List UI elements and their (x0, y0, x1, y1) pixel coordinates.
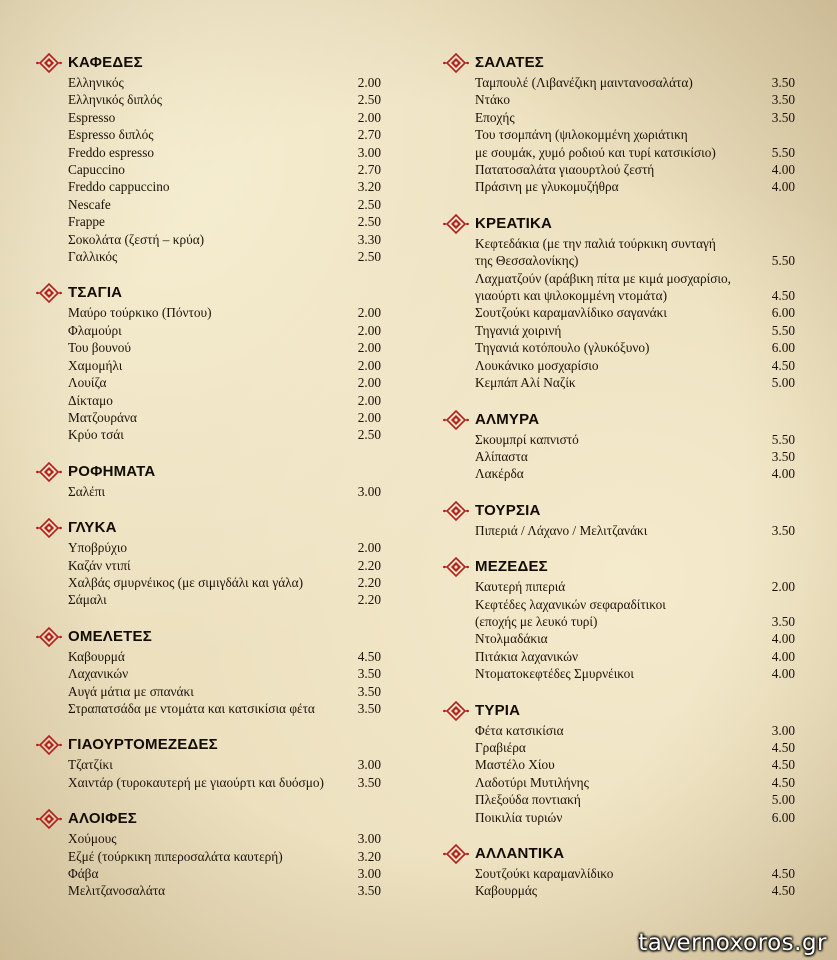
menu-item-name: Του βουνού (68, 340, 132, 356)
menu-item-price: 2.00 (357, 375, 381, 391)
menu-item-price: 3.50 (357, 883, 381, 899)
diamond-ornament-icon (36, 809, 62, 829)
menu-item (68, 830, 381, 847)
menu-item (475, 882, 795, 899)
menu-item (475, 648, 795, 665)
menu-item (68, 322, 381, 339)
menu-item (475, 774, 795, 791)
menu-item (68, 882, 381, 899)
menu-section (443, 843, 795, 900)
menu-item-price: 2.00 (357, 109, 381, 125)
menu-item (68, 774, 381, 791)
menu-item-name: Χαιντάρ (τυροκαυτερή με γιαούρτι και δυόσμο) (68, 774, 324, 790)
menu-item-price: 3.00 (357, 483, 381, 499)
menu-item (68, 374, 381, 391)
menu-item-price: 3.50 (357, 683, 381, 699)
menu-item-name: Λαχματζούν (αράβικη πίτα με κιμά μοσχαρίσιο, (475, 270, 731, 286)
menu-item-price: 5.00 (771, 792, 795, 808)
menu-item-name: Κεφτέδες λαχανικών σεφαραδίτικοι (475, 596, 666, 612)
menu-item-price: 5.50 (771, 431, 795, 447)
menu-item (68, 161, 381, 178)
section-title: ΜΕΖΕΔΕΣ (475, 558, 548, 576)
menu-item-price: 4.00 (771, 648, 795, 664)
menu-item-price: 3.50 (771, 613, 795, 629)
menu-item-name: Ντολμαδάκια (475, 631, 548, 647)
menu-item-price: 4.00 (771, 631, 795, 647)
menu-item-price: 2.00 (357, 75, 381, 90)
menu-item (68, 539, 381, 556)
menu-item-price: 3.20 (357, 848, 381, 864)
menu-item-price: 2.50 (357, 196, 381, 212)
section-title: ΚΡΕΑΤΙΚΑ (475, 214, 553, 232)
menu-item-name: γιαούρτι και ψιλοκομμένη ντομάτα) (475, 288, 668, 304)
menu-item-name: Υποβρύχιο (68, 540, 128, 556)
menu-column-left (36, 52, 381, 917)
menu-item-price: 2.50 (357, 214, 381, 230)
section-header (443, 409, 795, 431)
section-header (36, 734, 381, 756)
menu-item-name: Κεμπάπ Αλί Ναζίκ (475, 375, 576, 391)
menu-item (475, 791, 795, 808)
site-watermark[interactable]: tavernoxoros.gr (638, 930, 827, 956)
menu-item-name: Πατατοσαλάτα γιαουρτλού ζεστή (475, 162, 655, 178)
section-title: ΣΑΛΑΤΕΣ (475, 54, 544, 71)
menu-item-price: 4.50 (771, 774, 795, 790)
menu-item-name: Ταμπουλέ (Λιβανέζικη μαιντανοσαλάτα) (475, 75, 693, 90)
menu-item-name: Σάμαλι (68, 592, 107, 608)
menu-item-name: Κεφτεδάκια (με την παλιά τούρκικη συνταγή (475, 235, 716, 251)
menu-item (475, 270, 795, 287)
menu-item (68, 178, 381, 195)
menu-item-price: 6.00 (771, 340, 795, 356)
menu-section (36, 517, 381, 609)
menu-section (36, 734, 381, 791)
menu-item-list (443, 865, 795, 900)
menu-item (68, 196, 381, 213)
menu-item (68, 557, 381, 574)
menu-item-price: 3.50 (357, 666, 381, 682)
menu-item (475, 722, 795, 739)
menu-item-price: 4.50 (771, 357, 795, 373)
menu-item-price: 4.50 (771, 883, 795, 899)
menu-item-name: Freddo espresso (68, 144, 155, 160)
menu-item (68, 231, 381, 248)
menu-item-price: 3.50 (771, 75, 795, 90)
menu-item-list (443, 578, 795, 682)
menu-item (68, 483, 381, 500)
menu-item (475, 109, 795, 126)
menu-item-price: 2.00 (357, 392, 381, 408)
menu-item (68, 683, 381, 700)
menu-item-list (36, 648, 381, 718)
menu-item-name: Κρύο τσάι (68, 427, 124, 443)
diamond-ornament-icon (443, 53, 469, 73)
diamond-ornament-icon (443, 844, 469, 864)
menu-item-name: Πλεξούδα ποντιακή (475, 792, 581, 808)
menu-item-name: Χαλβάς σμυρνέικος (με σιμιγδάλι και γάλα) (68, 574, 304, 590)
menu-item (475, 596, 795, 613)
menu-item-list (443, 74, 795, 196)
menu-item-price: 4.50 (771, 739, 795, 755)
diamond-ornament-icon (36, 518, 62, 538)
section-title: ΤΣΑΓΙΑ (68, 284, 123, 302)
menu-item-price: 3.50 (771, 522, 795, 538)
menu-section (36, 282, 381, 443)
diamond-ornament-icon (36, 283, 62, 303)
menu-item (475, 178, 795, 195)
menu-item-name: Ποικιλία τυριών (475, 809, 563, 825)
menu-item-name: Καβουρμάς (475, 883, 538, 899)
menu-item-name: Σοκολάτα (ζεστή – κρύα) (68, 231, 205, 247)
menu-item (68, 74, 381, 91)
menu-item-price: 3.50 (771, 109, 795, 125)
menu-item-price: 5.50 (771, 253, 795, 269)
menu-item-price: 2.50 (357, 249, 381, 265)
menu-item-name: Λουίζα (68, 375, 107, 391)
menu-item-name: Καζάν ντιπί (68, 557, 131, 573)
menu-item-list (443, 722, 795, 826)
menu-item-name: Μαύρο τούρκικο (Πόντου) (68, 305, 212, 321)
section-header (36, 282, 381, 304)
menu-item-name: Καβουρμά (68, 648, 125, 664)
menu-section (443, 213, 795, 392)
menu-item-price: 3.50 (771, 92, 795, 108)
menu-item-name: Χαμομήλι (68, 357, 123, 373)
menu-item (68, 665, 381, 682)
menu-item (68, 357, 381, 374)
menu-item (68, 304, 381, 321)
menu-item-price: 4.00 (771, 162, 795, 178)
diamond-ornament-icon (443, 557, 469, 577)
menu-item-list (36, 830, 381, 900)
menu-item (68, 392, 381, 409)
menu-item-price: 2.00 (357, 340, 381, 356)
diamond-ornament-icon (443, 214, 469, 234)
section-header (36, 461, 381, 483)
menu-item-name: Του τσομπάνη (ψιλοκομμένη χωριάτικη (475, 127, 688, 143)
menu-section (443, 556, 795, 682)
menu-item-name: Espresso διπλός (68, 127, 154, 143)
menu-item-name: Αλίπαστα (475, 448, 528, 464)
section-header (36, 517, 381, 539)
menu-item-name: Τηγανιά κοτόπουλο (γλυκόξυνο) (475, 340, 650, 356)
menu-item-name: Τζατζίκι (68, 757, 113, 773)
menu-item (475, 578, 795, 595)
menu-section (443, 500, 795, 539)
menu-item-price: 4.50 (771, 288, 795, 304)
diamond-ornament-icon (36, 627, 62, 647)
section-title: ΓΙΑΟΥΡΤΟΜΕΖΕΔΕΣ (68, 736, 218, 754)
menu-item-list (443, 431, 795, 483)
menu-item-name: Μελιτζανοσαλάτα (68, 883, 166, 899)
menu-item-price: 4.50 (771, 866, 795, 881)
section-title: ΑΛΛΑΝΤΙΚΑ (475, 845, 565, 862)
menu-item-name: Nescafe (68, 196, 111, 212)
menu-item (68, 574, 381, 591)
menu-item (475, 304, 795, 321)
menu-item (475, 465, 795, 482)
menu-item (475, 374, 795, 391)
menu-item-price: 2.20 (357, 592, 381, 608)
menu-item-price: 3.50 (357, 700, 381, 716)
menu-item-price: 3.00 (771, 722, 795, 738)
menu-item (68, 213, 381, 230)
menu-item-price: 2.00 (357, 305, 381, 321)
menu-item-price: 4.00 (771, 179, 795, 195)
menu-item-price: 3.00 (357, 831, 381, 847)
menu-item (68, 248, 381, 265)
menu-section (36, 52, 381, 265)
menu-item-price: 5.00 (771, 375, 795, 391)
menu-column-right (443, 52, 795, 917)
menu-item-name: Γραβιέρα (475, 739, 526, 755)
menu-item-name: Δίκταμο (68, 392, 113, 408)
menu-item-name: Λαχανικών (68, 666, 129, 682)
menu-item (475, 161, 795, 178)
menu-item-price: 2.20 (357, 574, 381, 590)
menu-item (475, 865, 795, 882)
menu-item (475, 287, 795, 304)
menu-item-name: Σκουμπρί καπνιστό (475, 431, 579, 447)
menu-item-name: Πράσινη με γλυκομυζήθρα (475, 179, 619, 195)
menu-item-price: 3.20 (357, 179, 381, 195)
menu-item-name: Φέτα κατσικίσια (475, 722, 564, 738)
menu-item-name: Στραπατσάδα με ντομάτα και κατσικίσια φέτα (68, 700, 315, 716)
menu-item-list (36, 74, 381, 265)
menu-item-name: (εποχής με λευκό τυρί) (475, 613, 598, 629)
menu-item-name: Μαστέλο Χίου (475, 757, 555, 773)
menu-item-list (36, 756, 381, 791)
menu-item (475, 126, 795, 143)
menu-item (475, 756, 795, 773)
menu-item-name: Ελληνικός διπλός (68, 92, 163, 108)
menu-item-name: Ελληνικός (68, 75, 124, 90)
menu-item (475, 665, 795, 682)
menu-item-price: 5.50 (771, 322, 795, 338)
menu-item-list (443, 522, 795, 539)
menu-item (475, 357, 795, 374)
menu-item-price: 2.50 (357, 92, 381, 108)
section-title: ΚΑΦΕΔΕΣ (68, 54, 143, 71)
menu-item-price: 3.50 (771, 448, 795, 464)
menu-item-name: Λακέρδα (475, 466, 524, 482)
menu-item-name: Σαλέπι (68, 483, 106, 499)
menu-section (36, 626, 381, 718)
menu-item-list (36, 539, 381, 609)
menu-item-price: 2.00 (771, 579, 795, 595)
menu-item-price: 4.50 (357, 648, 381, 664)
menu-item (475, 235, 795, 252)
menu-item-name: της Θεσσαλονίκης) (475, 253, 579, 269)
menu-item (68, 648, 381, 665)
menu-item-price: 4.50 (771, 757, 795, 773)
menu-item-name: Espresso (68, 109, 116, 125)
menu-item-name: Frappe (68, 214, 105, 230)
section-header (443, 52, 795, 74)
diamond-ornament-icon (443, 410, 469, 430)
menu-item-name: Εζμέ (τούρκικη πιπεροσαλάτα καυτερή) (68, 848, 283, 864)
menu-item (475, 74, 795, 91)
menu-item (475, 431, 795, 448)
menu-item (68, 700, 381, 717)
menu-item-name: Σουτζούκι καραμανλίδικο σαγανάκι (475, 305, 667, 321)
menu-item (475, 322, 795, 339)
menu-item-price: 3.30 (357, 231, 381, 247)
menu-item-price: 6.00 (771, 305, 795, 321)
menu-item-price: 2.00 (357, 540, 381, 556)
menu-item (68, 865, 381, 882)
diamond-ornament-icon (443, 701, 469, 721)
menu-item-list (36, 304, 381, 443)
menu-item-price: 3.50 (357, 774, 381, 790)
menu-item (475, 809, 795, 826)
menu-item (475, 339, 795, 356)
menu-item (475, 522, 795, 539)
menu-item (68, 848, 381, 865)
menu-section (443, 52, 795, 196)
menu-item-list (443, 235, 795, 392)
menu-item (68, 339, 381, 356)
menu-item (475, 144, 795, 161)
section-title: ΓΛΥΚΑ (68, 519, 117, 537)
section-title: ΟΜΕΛΕΤΕΣ (68, 627, 152, 645)
section-header (443, 700, 795, 722)
menu-item-name: Καυτερή πιπεριά (475, 579, 566, 595)
menu-item-price: 2.00 (357, 357, 381, 373)
menu-item-price: 4.00 (771, 466, 795, 482)
menu-section (36, 808, 381, 900)
menu-item-price: 2.70 (357, 162, 381, 178)
menu-item (68, 126, 381, 143)
menu-item-price: 4.00 (771, 666, 795, 682)
menu-item-name: Λουκάνικο μοσχαρίσιο (475, 357, 599, 373)
menu-item-price: 3.00 (357, 757, 381, 773)
menu-item (475, 613, 795, 630)
menu-item-name: Λαδοτύρι Μυτιλήνης (475, 774, 589, 790)
menu-item (475, 739, 795, 756)
section-header (443, 213, 795, 235)
diamond-ornament-icon (36, 735, 62, 755)
menu-item-name: Χούμους (68, 831, 117, 847)
menu-item (68, 144, 381, 161)
section-header (36, 626, 381, 648)
menu-item (68, 409, 381, 426)
menu-item (475, 252, 795, 269)
menu-item (68, 109, 381, 126)
menu-item-name: Ντοματοκεφτέδες Σμυρνέικοι (475, 666, 634, 682)
menu-section (443, 700, 795, 826)
menu-item-price: 2.70 (357, 127, 381, 143)
section-header (443, 556, 795, 578)
section-title: ΤΟΥΡΣΙΑ (475, 501, 541, 519)
menu-item-price: 2.20 (357, 557, 381, 573)
menu-item-name: Ντάκο (475, 92, 510, 108)
menu-item-name: Ματζουράνα (68, 409, 137, 425)
section-title: ΡΟΦΗΜΑΤΑ (68, 462, 156, 480)
diamond-ornament-icon (36, 462, 62, 482)
menu-section (36, 461, 381, 500)
menu-item-name: Τηγανιά χοιρινή (475, 322, 562, 338)
menu-item-name: με σουμάκ, χυμό ροδιού και τυρί κατσικίσιο) (475, 144, 716, 160)
menu-item (475, 630, 795, 647)
menu-item (475, 448, 795, 465)
menu-item-price: 3.00 (357, 144, 381, 160)
menu-item (475, 91, 795, 108)
diamond-ornament-icon (36, 53, 62, 73)
menu-item-name: Εποχής (475, 109, 515, 125)
menu-item-name: Freddo cappuccino (68, 179, 170, 195)
section-title: ΤΥΡΙΑ (475, 701, 521, 719)
menu-item-name: Πιτάκια λαχανικών (475, 648, 578, 664)
menu-item-name: Φλαμούρι (68, 322, 122, 338)
menu-item-price: 3.00 (357, 866, 381, 881)
menu-item-list (36, 483, 381, 500)
menu-item (68, 426, 381, 443)
menu-item (68, 591, 381, 608)
section-title: ΑΛΟΙΦΕΣ (68, 810, 137, 828)
menu-item-name: Πιπεριά / Λάχανο / Μελιτζανάκι (475, 522, 648, 538)
menu-item-name: Αυγά μάτια με σπανάκι (68, 683, 194, 699)
menu-item (68, 91, 381, 108)
section-header (443, 843, 795, 865)
section-title: ΑΛΜΥΡΑ (475, 410, 540, 428)
menu-item-name: Σουτζούκι καραμανλίδικο (475, 866, 614, 881)
menu-item-price: 2.50 (357, 427, 381, 443)
section-header (443, 500, 795, 522)
diamond-ornament-icon (443, 501, 469, 521)
menu-item-price: 2.00 (357, 322, 381, 338)
section-header (36, 808, 381, 830)
menu-section (443, 409, 795, 483)
menu-item-name: Capuccino (68, 162, 125, 178)
menu-item-name: Φάβα (68, 866, 99, 881)
menu-item (68, 756, 381, 773)
menu-item-name: Γαλλικός (68, 249, 118, 265)
section-header (36, 52, 381, 74)
menu-item-price: 6.00 (771, 809, 795, 825)
menu-item-price: 5.50 (771, 144, 795, 160)
menu-item-price: 2.00 (357, 409, 381, 425)
